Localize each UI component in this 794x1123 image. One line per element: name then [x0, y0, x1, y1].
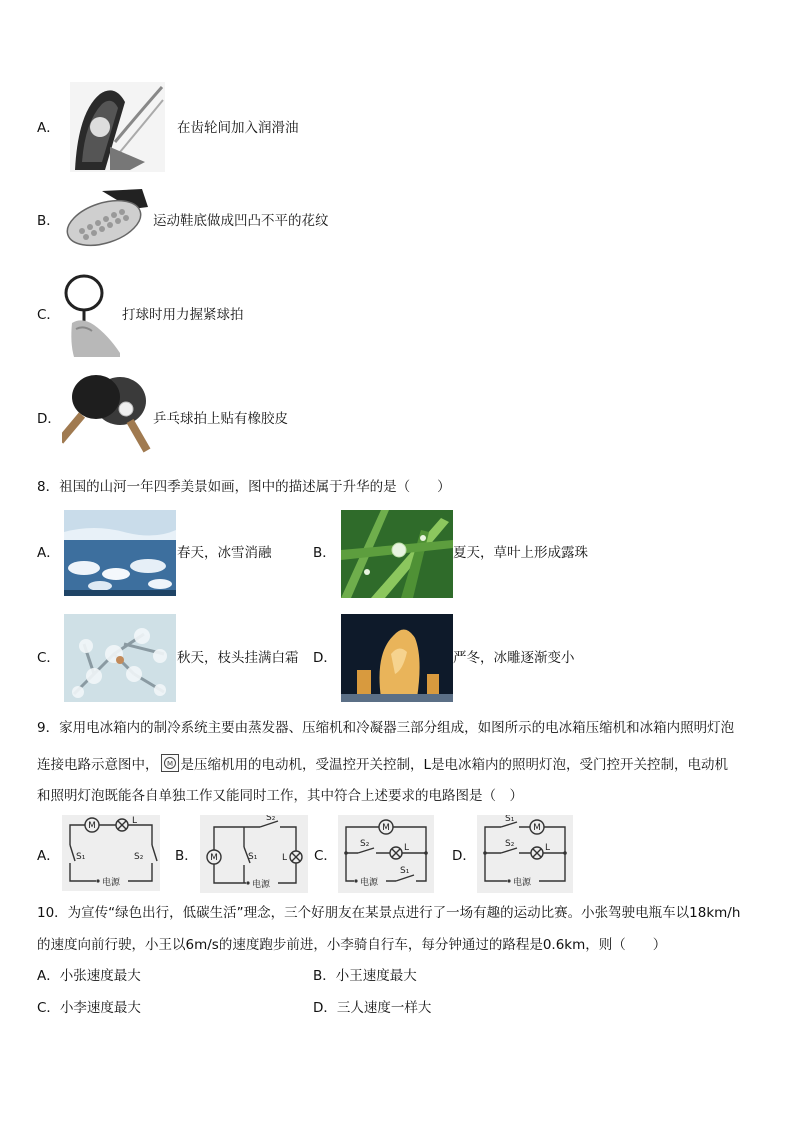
q9-option-d-letter: D．: [452, 848, 476, 864]
circuit-diagram-c: [338, 815, 434, 893]
q9-option-c-letter: C．: [314, 848, 337, 864]
q7-option-b-letter: B．: [37, 213, 60, 229]
summer-dew-grass-photo: [341, 510, 453, 598]
q8-option-a-text: 春天，冰雪消融: [177, 545, 272, 561]
circuit-d-motor-label: M: [533, 823, 541, 833]
circuit-c-s2-label: S₂: [360, 839, 370, 849]
q7-option-d-letter: D．: [37, 411, 61, 427]
q10-option-d-letter: D．: [313, 1000, 337, 1016]
spring-ice-melting-photo: [64, 510, 176, 596]
sneaker-sole-icon: [62, 187, 150, 253]
circuit-diagram-b: [200, 815, 308, 893]
q9-option-b-letter: B．: [175, 848, 198, 864]
q10-option-c-text: 小李速度最大: [59, 1000, 141, 1016]
circuit-c-lamp-label: L: [404, 843, 410, 853]
circuit-d-power-label: 电源: [513, 878, 532, 888]
circuit-c-motor-label: M: [382, 823, 390, 833]
q10-stem-line2: 的速度向前行驶，小王以6m/s的速度跑步前进，小李骑自行车，每分钟通过的路程是0.6km，则（ ）: [37, 937, 667, 953]
circuit-diagram-a: [62, 815, 160, 891]
q10-option-b: [313, 970, 417, 984]
q10-stem-line1: 10．为宣传“绿色出行，低碳生活”理念，三个好朋友在某景点进行了一场有趣的运动比赛。小张驾驶电瓶车以18km/h: [37, 905, 741, 921]
q10-option-d-text: 三人速度一样大: [336, 1000, 432, 1016]
circuit-a-lamp-label: L: [132, 816, 138, 826]
q8-option-a-letter: A．: [37, 545, 60, 561]
q10-option-a-letter: A．: [37, 968, 60, 984]
circuit-b-power-label: 电源: [252, 880, 271, 890]
q9-stem-line2: [37, 756, 728, 774]
autumn-frost-branches-photo: [64, 614, 176, 702]
q8-option-d-text: 严冬，冰雕逐渐变小: [453, 650, 575, 666]
circuit-c-s1-label: S₁: [400, 866, 410, 876]
q8-option-c-letter: C．: [37, 650, 60, 666]
q8-option-d-letter: D．: [313, 650, 337, 666]
q10-option-d: [313, 1002, 431, 1016]
q8-option-c-text: 秋天，枝头挂满白霜: [177, 650, 299, 666]
circuit-diagram-d: [477, 815, 573, 893]
circuit-d-s2-label: S₂: [505, 839, 515, 849]
tennis-racket-grip-icon: [62, 273, 122, 357]
q8-option-b-text: 夏天，草叶上形成露珠: [453, 545, 588, 561]
q7-option-a-text: 在齿轮间加入润滑油: [177, 120, 299, 136]
ping-pong-paddles-icon: [62, 373, 156, 463]
q9-option-a-letter: A．: [37, 848, 60, 864]
circuit-c-power-label: 电源: [360, 878, 379, 888]
circuit-a-s2-label: S₂: [134, 852, 144, 862]
gear-lubrication-icon: [70, 82, 165, 172]
circuit-b-s1-label: S₁: [248, 852, 258, 862]
circuit-b-lamp-label: L: [282, 853, 288, 863]
q7-option-d-text: 乒乓球拍上贴有橡胶皮: [153, 411, 288, 427]
motor-symbol-icon: [161, 754, 179, 772]
q10-option-a-text: 小张速度最大: [59, 968, 141, 984]
q10-option-a: [37, 970, 141, 984]
circuit-b-motor-label: M: [210, 853, 218, 863]
circuit-d-lamp-label: L: [545, 843, 551, 853]
winter-ice-sculpture-photo: [341, 614, 453, 702]
circuit-a-s1-label: S₁: [76, 852, 86, 862]
q9-stem-line1: 9．家用电冰箱内的制冷系统主要由蒸发器、压缩机和冷凝器三部分组成，如图所示的电冰箱压缩机和冰箱内照明灯泡: [37, 720, 735, 736]
circuit-b-s2-label: S₂: [266, 815, 276, 823]
motor-symbol-label: M: [166, 760, 173, 768]
q10-option-b-letter: B．: [313, 968, 336, 984]
q10-option-c: [37, 1002, 141, 1016]
q7-option-a-letter: A．: [37, 120, 60, 136]
circuit-a-motor-label: M: [88, 821, 96, 831]
q10-option-b-text: 小王速度最大: [335, 968, 417, 984]
q10-option-c-letter: C．: [37, 1000, 60, 1016]
q9-stem-line3: 和照明灯泡既能各自单独工作又能同时工作，其中符合上述要求的电路图是（ ）: [37, 788, 523, 804]
q9-stem-line2-post: 是压缩机用的电动机，受温控开关控制，L是电冰箱内的照明灯泡，受门控开关控制，电动机: [180, 757, 729, 773]
q7-option-b-text: 运动鞋底做成凹凸不平的花纹: [153, 213, 329, 229]
q7-option-c-text: 打球时用力握紧球拍: [122, 307, 244, 323]
q8-stem: 8．祖国的山河一年四季美景如画，图中的描述属于升华的是（ ）: [37, 479, 451, 495]
circuit-a-power-label: 电源: [102, 878, 121, 888]
circuit-d-s1-label: S₁: [505, 815, 515, 824]
q8-option-b-letter: B．: [313, 545, 336, 561]
q9-stem-line2-pre: 连接电路示意图中，: [37, 757, 159, 773]
q7-option-c-letter: C．: [37, 307, 60, 323]
